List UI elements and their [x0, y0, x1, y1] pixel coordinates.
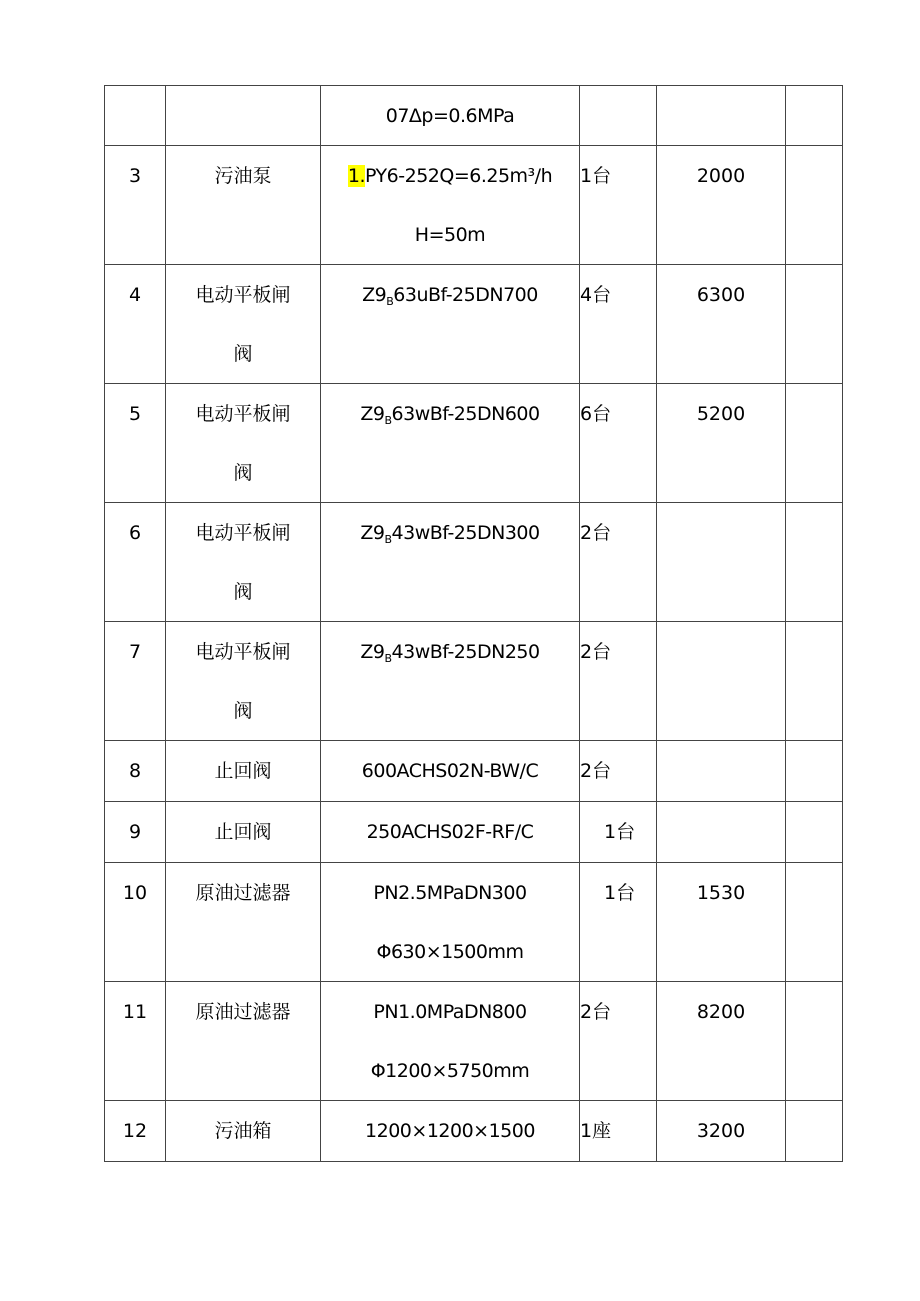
item-quantity: 1台 — [580, 802, 657, 863]
item-price — [657, 503, 786, 622]
spec-line — [321, 622, 579, 681]
empty-cell — [786, 503, 843, 622]
empty-cell — [786, 863, 843, 982]
table-row — [105, 982, 843, 1101]
item-spec — [321, 802, 580, 863]
item-price — [657, 802, 786, 863]
spec-line: H=50m — [414, 224, 486, 246]
empty-cell — [786, 86, 843, 146]
spec-line: 600ACHS02N-BW/C — [361, 760, 539, 782]
item-name — [166, 622, 321, 741]
item-price: 2000 — [657, 146, 786, 265]
spec-subscript: B — [384, 414, 392, 427]
row-number: 12 — [105, 1101, 166, 1162]
item-quantity — [580, 86, 657, 146]
item-spec — [321, 863, 580, 982]
item-quantity: 2台 — [580, 622, 657, 741]
item-name — [166, 982, 321, 1101]
item-name: 止回阀 — [166, 741, 321, 802]
spec-text: PY6-252Q=6.25m³/h — [365, 165, 553, 187]
item-quantity: 1台 — [580, 146, 657, 265]
spec-line: PN1.0MPaDN800 — [373, 1001, 527, 1023]
row-number: 8 — [105, 741, 166, 802]
empty-cell — [786, 741, 843, 802]
row-number — [105, 86, 166, 146]
spec-text: 63wBf-25DN600 — [391, 403, 540, 425]
spec-line: Φ630×1500mm — [376, 941, 524, 963]
name-line: 电动平板闸 — [195, 641, 291, 663]
item-price: 1530 — [657, 863, 786, 982]
item-name — [166, 863, 321, 982]
item-price — [657, 86, 786, 146]
item-spec — [321, 622, 580, 741]
item-spec — [321, 1101, 580, 1162]
spec-line — [321, 146, 579, 205]
spec-model: Z9 — [360, 522, 385, 544]
table-row — [105, 146, 843, 265]
row-number: 3 — [105, 146, 166, 265]
item-quantity: 1台 — [580, 863, 657, 982]
spec-model: Z9 — [360, 641, 385, 663]
table-row — [105, 622, 843, 741]
item-quantity: 2台 — [580, 741, 657, 802]
item-price — [657, 741, 786, 802]
spec-line: 07Δp=0.6MPa — [385, 105, 515, 127]
item-quantity: 6台 — [580, 384, 657, 503]
name-line: 阀 — [233, 462, 253, 484]
spec-line — [321, 265, 579, 324]
row-number: 11 — [105, 982, 166, 1101]
table-row — [105, 503, 843, 622]
item-price: 8200 — [657, 982, 786, 1101]
row-number: 4 — [105, 265, 166, 384]
table-row — [105, 265, 843, 384]
spec-text: 43wBf-25DN250 — [391, 641, 540, 663]
name-line: 电动平板闸 — [195, 284, 291, 306]
item-spec — [321, 265, 580, 384]
name-line: 电动平板闸 — [195, 403, 291, 425]
spec-subscript: B — [384, 533, 392, 546]
spec-line: Φ1200×5750mm — [370, 1060, 530, 1082]
row-number: 7 — [105, 622, 166, 741]
empty-cell — [786, 982, 843, 1101]
item-price — [657, 622, 786, 741]
item-price: 3200 — [657, 1101, 786, 1162]
item-name — [166, 503, 321, 622]
name-line: 阀 — [233, 343, 253, 365]
empty-cell — [786, 1101, 843, 1162]
item-quantity: 4台 — [580, 265, 657, 384]
name-line: 原油过滤器 — [195, 882, 291, 904]
spec-subscript: B — [384, 652, 392, 665]
spec-line: 1200×1200×1500 — [365, 1120, 535, 1142]
item-spec — [321, 982, 580, 1101]
item-quantity: 1座 — [580, 1101, 657, 1162]
item-spec — [321, 384, 580, 503]
spec-line: PN2.5MPaDN300 — [373, 882, 527, 904]
spec-model: Z9 — [360, 403, 385, 425]
table-row — [105, 1101, 843, 1162]
spec-subscript: B — [386, 295, 394, 308]
equipment-table — [104, 85, 843, 1162]
name-line: 阀 — [233, 700, 253, 722]
name-line: 原油过滤器 — [195, 1001, 291, 1023]
empty-cell — [786, 384, 843, 503]
spec-line — [321, 503, 579, 562]
item-quantity: 2台 — [580, 503, 657, 622]
item-spec — [321, 146, 580, 265]
table-row — [105, 384, 843, 503]
item-quantity: 2台 — [580, 982, 657, 1101]
highlighted-list-marker: 1. — [347, 165, 366, 187]
empty-cell — [786, 802, 843, 863]
item-name — [166, 146, 321, 265]
item-spec — [321, 741, 580, 802]
name-line: 电动平板闸 — [195, 522, 291, 544]
name-line: 污油泵 — [214, 165, 272, 187]
item-spec — [321, 503, 580, 622]
table-row — [105, 741, 843, 802]
item-name: 止回阀 — [166, 802, 321, 863]
row-number: 9 — [105, 802, 166, 863]
empty-cell — [786, 622, 843, 741]
spec-text: 43wBf-25DN300 — [391, 522, 540, 544]
item-spec — [321, 86, 580, 146]
spec-model: Z9 — [362, 284, 387, 306]
table-row — [105, 86, 843, 146]
item-name — [166, 86, 321, 146]
row-number: 6 — [105, 503, 166, 622]
spec-line — [321, 384, 579, 443]
table-row — [105, 863, 843, 982]
item-price: 5200 — [657, 384, 786, 503]
table-row — [105, 802, 843, 863]
spec-text: 63uBf-25DN700 — [393, 284, 538, 306]
empty-cell — [786, 265, 843, 384]
row-number: 10 — [105, 863, 166, 982]
item-name: 污油箱 — [166, 1101, 321, 1162]
name-line: 阀 — [233, 581, 253, 603]
item-name — [166, 265, 321, 384]
item-name — [166, 384, 321, 503]
spec-line: 250ACHS02F-RF/C — [366, 821, 534, 843]
row-number: 5 — [105, 384, 166, 503]
empty-cell — [786, 146, 843, 265]
item-price: 6300 — [657, 265, 786, 384]
